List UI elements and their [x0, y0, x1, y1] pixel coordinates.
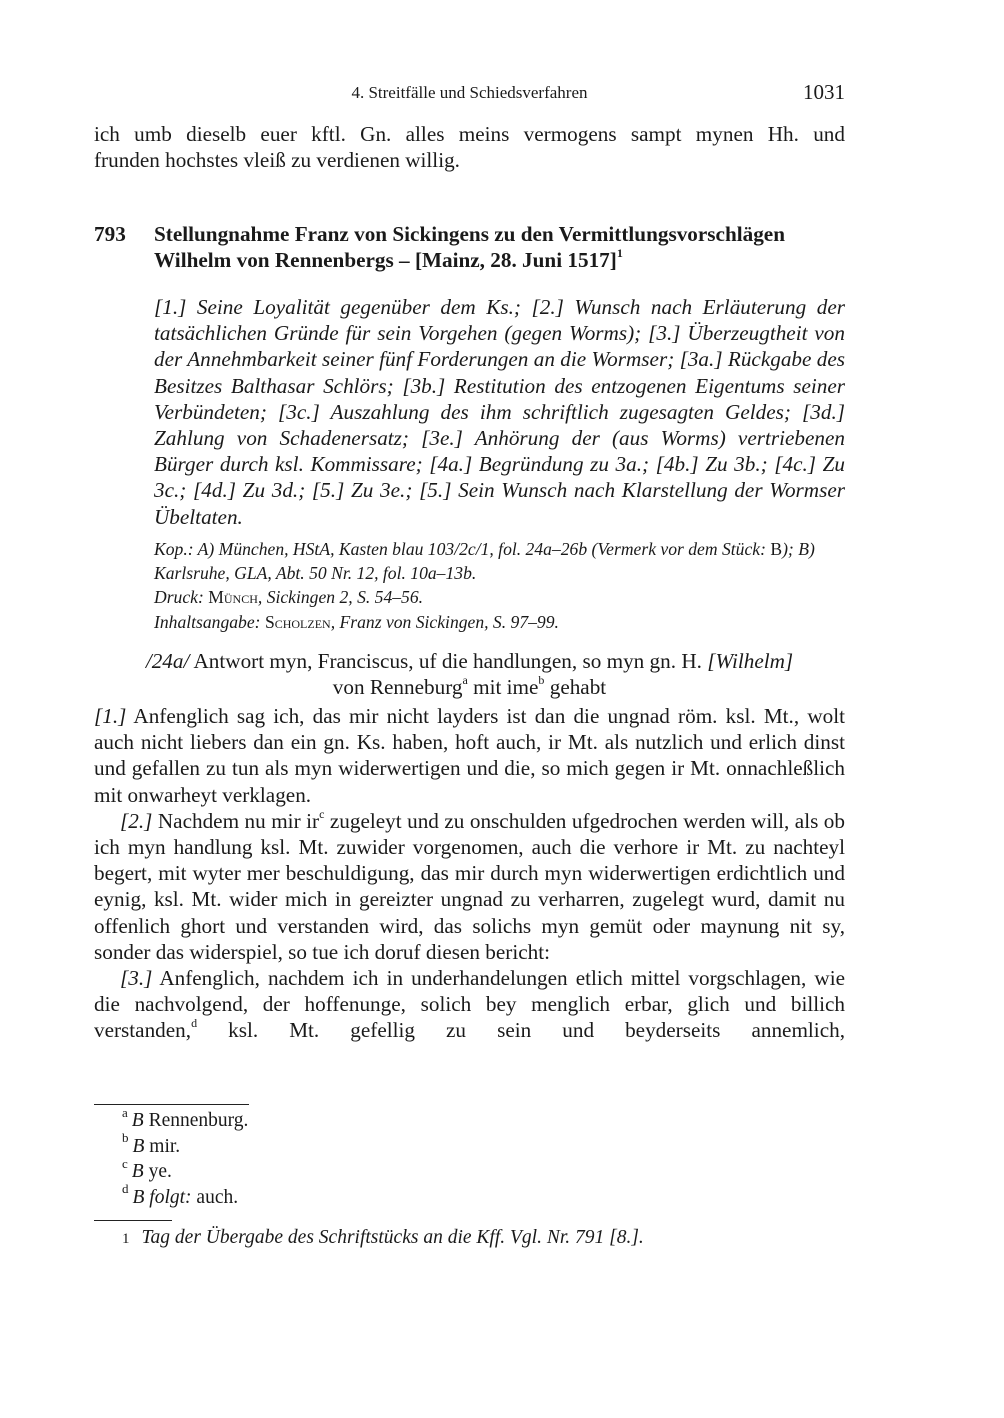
page-number: 1031 — [803, 80, 845, 104]
paragraph-3-number: [3.] — [120, 966, 153, 991]
paragraph-2-text-b: zugeleyt und zu onschulden ufgedrochen werden will, als ob ich myn handlung ksl. Mt. zuwider vorgenomen, auch die verhore ir Mt. zu nachteyl begert, mit wyter mer beschuldigung, das mir durch myn widerwertigen erdichtlich und eynig, ksl. Mt. wider mich in gereizter ungnad zu verharren, zugelegt wurd, damit nu offenlich ghort und verstanden wird, das solichs myn gemüt oder maynung nit sy, sonder das widerspiel, so tue ich doruf diesen bericht: — [94, 808, 845, 964]
sources-inhaltsangabe — [154, 610, 845, 634]
text-heading-line-2 — [94, 674, 845, 700]
text-heading-name: [Wilhelm] — [707, 649, 794, 673]
running-head — [94, 80, 845, 108]
text-heading-part-3: mit ime — [467, 675, 539, 700]
apparatus-text: ye. — [143, 1161, 172, 1183]
footnotes — [122, 1225, 644, 1252]
druck-author: Münch — [208, 587, 258, 608]
paragraph-2-number: [2.] — [120, 808, 153, 833]
document-number: 793 — [94, 222, 126, 246]
druck-rest: , Sickingen 2, S. 54–56. — [257, 587, 424, 608]
regest: [1.] Seine Loyalität gegenüber dem Ks.; [2.] Wunsch nach Erläuterung der tatsächlichen Gründe für sein Vorgehen (gegen Worms); [3.] Überzeugtheit von der Annehmbarkeit seiner fünf Forderungen an die Wormser; [3a.] Rückgabe des Besitzes Balthasar Schlörs; [3b.] Restitution des entzogenen Eigentums seiner Verbündeten; [3c.] Auszahlung des ihm schriftlich zugesagten Geldes; [3d.] Zahlung von Schadenersatz; [3e.] Anhörung der (aus Worms) vertriebenen Bürger durch ksl. Kommissare; [4a.] Begründung zu 3a.; [4b.] Zu 3b.; [4c.] Zu 3c.; [4d.] Zu 3d.; [5.] Zu 3e.; [5.] Sein Wunsch nach Klarstellung der Wormser Übeltaten. — [154, 295, 845, 529]
kop-text-1: Kop.: A) München, HStA, Kasten blau 103/2c/1, fol. 24a–26b (Vermerk vor dem Stück: — [154, 539, 771, 559]
paragraph-1-number: [1.] — [94, 704, 127, 728]
paragraph-3-text-b: ksl. Mt. gefellig zu sein und beyderseits annemlich, — [197, 1018, 845, 1043]
running-title: 4. Streitfälle und Schiedsverfahren — [351, 83, 588, 102]
body-text — [94, 703, 845, 1044]
paragraph-2-text-a: Nachdem nu mir ir — [152, 808, 320, 833]
text-heading-part-4: gehabt — [544, 675, 607, 700]
footnote-mark: 1 — [122, 1231, 130, 1247]
apparatus-mark: c — [122, 1155, 128, 1171]
apparatus-text: Rennenburg. — [143, 1110, 249, 1131]
footnote-rule — [94, 1220, 172, 1221]
paragraph-3-text-a: Anfenglich, nachdem ich in underhandelungen etlich mittel vorgschlagen, wie die nachvolgend, der hoffenunge, solich bey menglich erbar, glich und billich verstanden, — [94, 966, 845, 1043]
druck-label: Druck: — [154, 587, 209, 608]
kop-siglum: B — [770, 539, 783, 559]
apparatus-mark: a — [122, 1104, 128, 1120]
footnote-text: Tag der Übergabe des Schriftstücks an die Kff. Vgl. Nr. 791 [8.]. — [141, 1227, 644, 1248]
document-heading — [94, 221, 845, 274]
document-title — [154, 221, 845, 274]
paragraph-2 — [94, 808, 845, 965]
paragraph-1-text: Anfenglich sag ich, das mir nicht layders ist dan die ungnad röm. ksl. Mt., wolt auch nicht liebers dan ein gn. Ks. haben, hoft auch, ir Mt. als nutzlich und erlich dinst und gefallen zu tun als myn widerwertigen und die, so mich gegen ir Mt. onnachleßlich mit onwarheyt verklagen. — [94, 704, 845, 807]
carryover-line-2: frunden hochstes vleiß zu verdienen willig. — [94, 148, 460, 173]
text-heading-part-2: von Renneburg — [332, 675, 463, 700]
note-a-marker: a — [462, 673, 468, 688]
apparatus-note — [122, 1130, 248, 1160]
document-title-line-2-text: Wilhelm von Rennenbergs – [Mainz, 28. Juni 1517] — [154, 248, 617, 273]
text-heading — [94, 648, 845, 700]
apparatus-rule — [94, 1104, 249, 1105]
apparatus-siglum: B — [131, 1161, 144, 1183]
footnote — [122, 1225, 644, 1252]
apparatus-siglum: B — [132, 1135, 145, 1157]
apparatus-siglum: B folgt: — [132, 1186, 192, 1208]
critical-apparatus — [122, 1104, 249, 1210]
folio-marker: /24a/ — [145, 649, 190, 673]
inhalt-author: Scholzen — [264, 611, 331, 632]
sources — [154, 537, 845, 634]
kop-text-2: ); B) Karlsruhe, GLA, Abt. 50 Nr. 12, fol. 10a–13b. — [154, 539, 815, 584]
paragraph-1 — [94, 703, 845, 808]
sources-druck — [154, 585, 845, 609]
text-heading-part-1: Antwort myn, Franciscus, uf die handlungen, so myn gn. H. — [189, 649, 708, 673]
paragraph-3 — [94, 965, 845, 1044]
apparatus-mark: d — [122, 1181, 129, 1197]
document-title-line-2 — [154, 247, 845, 273]
apparatus-siglum: B — [131, 1110, 144, 1131]
title-footnote-marker: 1 — [616, 246, 623, 261]
apparatus-note — [122, 1181, 248, 1211]
apparatus-note — [122, 1155, 248, 1185]
document-title-line-1: Stellungnahme Franz von Sickingens zu den Vermittlungsvorschlägen — [154, 222, 785, 246]
note-d-marker: d — [191, 1016, 198, 1031]
carryover-line-1: ich umb dieselb euer kftl. Gn. alles meins vermogens sampt mynen Hh. und — [94, 122, 845, 146]
inhalt-rest: , Franz von Sickingen, S. 97–99. — [330, 611, 559, 632]
note-c-marker: c — [319, 806, 325, 821]
carryover-text — [94, 121, 845, 173]
apparatus-note — [122, 1104, 249, 1134]
apparatus-mark: b — [122, 1130, 129, 1146]
apparatus-text: auch. — [191, 1186, 239, 1208]
apparatus-text: mir. — [144, 1135, 181, 1157]
inhalt-label: Inhaltsangabe: — [154, 611, 265, 632]
note-b-marker: b — [538, 673, 545, 688]
sources-kop — [154, 537, 845, 585]
text-heading-line-1 — [94, 648, 845, 674]
